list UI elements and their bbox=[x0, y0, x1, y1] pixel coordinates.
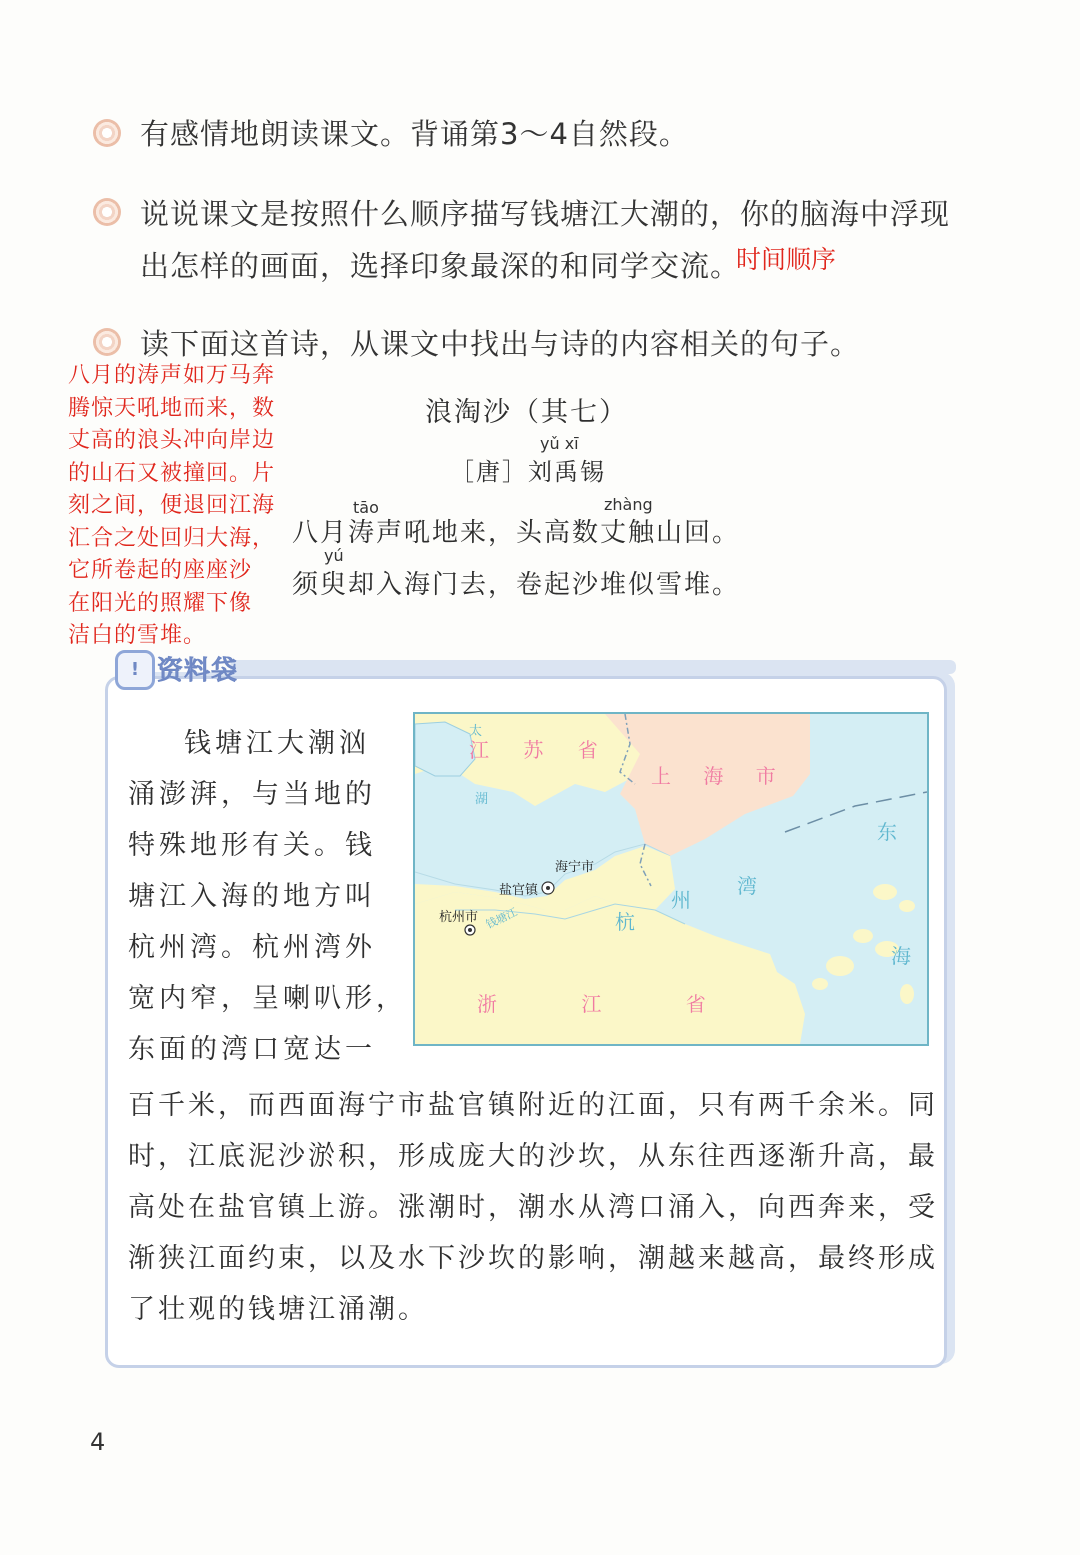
pinyin-yu: yú bbox=[324, 546, 344, 565]
info-paragraph-wrapped bbox=[128, 718, 407, 1075]
pinyin-zhang: zhàng bbox=[604, 495, 653, 514]
info-box-top-bar bbox=[230, 660, 956, 674]
map-label-char: 太 bbox=[469, 724, 483, 739]
poem-line-1: 八月涛声吼地来，头高数丈触山回。 bbox=[292, 518, 741, 548]
map-label-char: 湖 bbox=[475, 792, 489, 807]
answer-poem-annotation bbox=[68, 360, 275, 653]
map-label-char: 市 bbox=[755, 764, 776, 788]
map-label-zhejiang bbox=[477, 988, 706, 1017]
map-label-bay-2: 州 bbox=[671, 888, 691, 912]
map-label-haining: 海宁市 bbox=[555, 860, 595, 875]
map-label-sea-east: 东 bbox=[877, 820, 897, 844]
question-2-line-2: 出怎样的画面，选择印象最深的和同学交流。 bbox=[140, 249, 741, 283]
map-label-shanghai bbox=[651, 760, 776, 789]
map-label-bay-3: 湾 bbox=[737, 874, 757, 898]
paragraph-line: 时，江底泥沙淤积，形成庞大的沙坎，从东往西逐渐升高，最 bbox=[128, 1141, 938, 1172]
map-label-taihu-2 bbox=[475, 788, 488, 807]
annotation-line: 洁白的雪堆。 bbox=[68, 623, 207, 648]
page-number: 4 bbox=[90, 1428, 106, 1456]
poem-line-2: 须臾却入海门去，卷起沙堆似雪堆。 bbox=[292, 570, 741, 600]
info-box-tag bbox=[113, 648, 241, 688]
question-3-line-1: 读下面这首诗，从课文中找出与诗的内容相关的句子。 bbox=[140, 327, 861, 361]
book-icon: ǃ bbox=[115, 650, 155, 690]
map-label-yanguan: 盐官镇 bbox=[499, 883, 539, 898]
question-1 bbox=[140, 108, 689, 160]
pinyin-tao: tāo bbox=[353, 498, 379, 517]
question-2-line-1: 说说课文是按照什么顺序描写钱塘江大潮的，你的脑海中浮现 bbox=[140, 197, 951, 231]
question-bullet-icon bbox=[93, 198, 121, 226]
info-paragraph-full bbox=[128, 1080, 938, 1335]
info-box-tag-label: 资料袋 bbox=[157, 656, 239, 686]
poem-title: 浪淘沙（其七） bbox=[425, 397, 628, 428]
annotation-line: 它所卷起的座座沙 bbox=[68, 558, 253, 583]
poem-author: ［唐］刘禹锡 bbox=[450, 458, 606, 486]
annotation-line: 刻之间，便退回江海 bbox=[68, 493, 276, 518]
map-label-char: 上 bbox=[651, 764, 671, 788]
map-label-jiangsu bbox=[469, 734, 598, 763]
annotation-line: 腾惊天吼地而来，数 bbox=[68, 395, 276, 421]
map-label-sea-sea: 海 bbox=[891, 944, 911, 968]
map-label-char: 浙 bbox=[477, 992, 497, 1016]
map-label-char: 苏 bbox=[523, 738, 544, 762]
answer-order-annotation: 时间顺序 bbox=[736, 245, 837, 274]
annotation-line: 汇合之处回归大海， bbox=[68, 525, 276, 551]
annotation-line: 八月的涛声如万马奔 bbox=[68, 363, 276, 388]
question-bullet-icon bbox=[93, 119, 121, 147]
paragraph-line: 东面的湾口宽达一 bbox=[128, 1034, 376, 1065]
map-label-bay-1: 杭 bbox=[615, 910, 635, 934]
paragraph-line: 涌澎湃，与当地的 bbox=[128, 779, 376, 810]
author-pinyin: yǔ xī bbox=[540, 434, 579, 453]
paragraph-line: 高处在盐官镇上游。涨潮时，潮水从湾口涌入，向西奔来，受 bbox=[128, 1192, 938, 1223]
paragraph-line: 杭州湾。杭州湾外 bbox=[128, 932, 376, 963]
paragraph-line: 宽内窄，呈喇叭形， bbox=[128, 983, 407, 1014]
paragraph-line: 了壮观的钱塘江涌潮。 bbox=[128, 1294, 428, 1325]
map-label-char: 江 bbox=[469, 738, 489, 762]
qiantang-map bbox=[413, 712, 929, 1046]
paragraph-line: 特殊地形有关。钱 bbox=[128, 830, 376, 861]
paragraph-line: 百千米，而西面海宁市盐官镇附近的江面，只有两千余米。同 bbox=[128, 1090, 938, 1121]
paragraph-line: 渐狭江面约束，以及水下沙坎的影响，潮越来越高，最终形成 bbox=[128, 1243, 938, 1274]
map-label-char: 省 bbox=[685, 992, 706, 1016]
map-label-char: 省 bbox=[577, 738, 598, 762]
question-1-line-1: 有感情地朗读课文。背诵第3～4自然段。 bbox=[140, 117, 689, 151]
annotation-line: 的山石又被撞回。片 bbox=[68, 460, 276, 486]
map-label-char: 江 bbox=[581, 992, 602, 1016]
question-bullet-icon bbox=[93, 328, 121, 356]
paragraph-line: 塘江入海的地方叫 bbox=[128, 881, 376, 912]
map-label-char: 海 bbox=[703, 764, 724, 788]
map-label-river: 钱塘江 bbox=[484, 905, 520, 932]
annotation-line: 丈高的浪头冲向岸边 bbox=[68, 428, 276, 453]
paragraph-line: 钱塘江大潮汹 bbox=[184, 728, 370, 759]
annotation-line: 在阳光的照耀下像 bbox=[68, 590, 253, 616]
map-label-hangzhou: 杭州市 bbox=[439, 910, 479, 925]
